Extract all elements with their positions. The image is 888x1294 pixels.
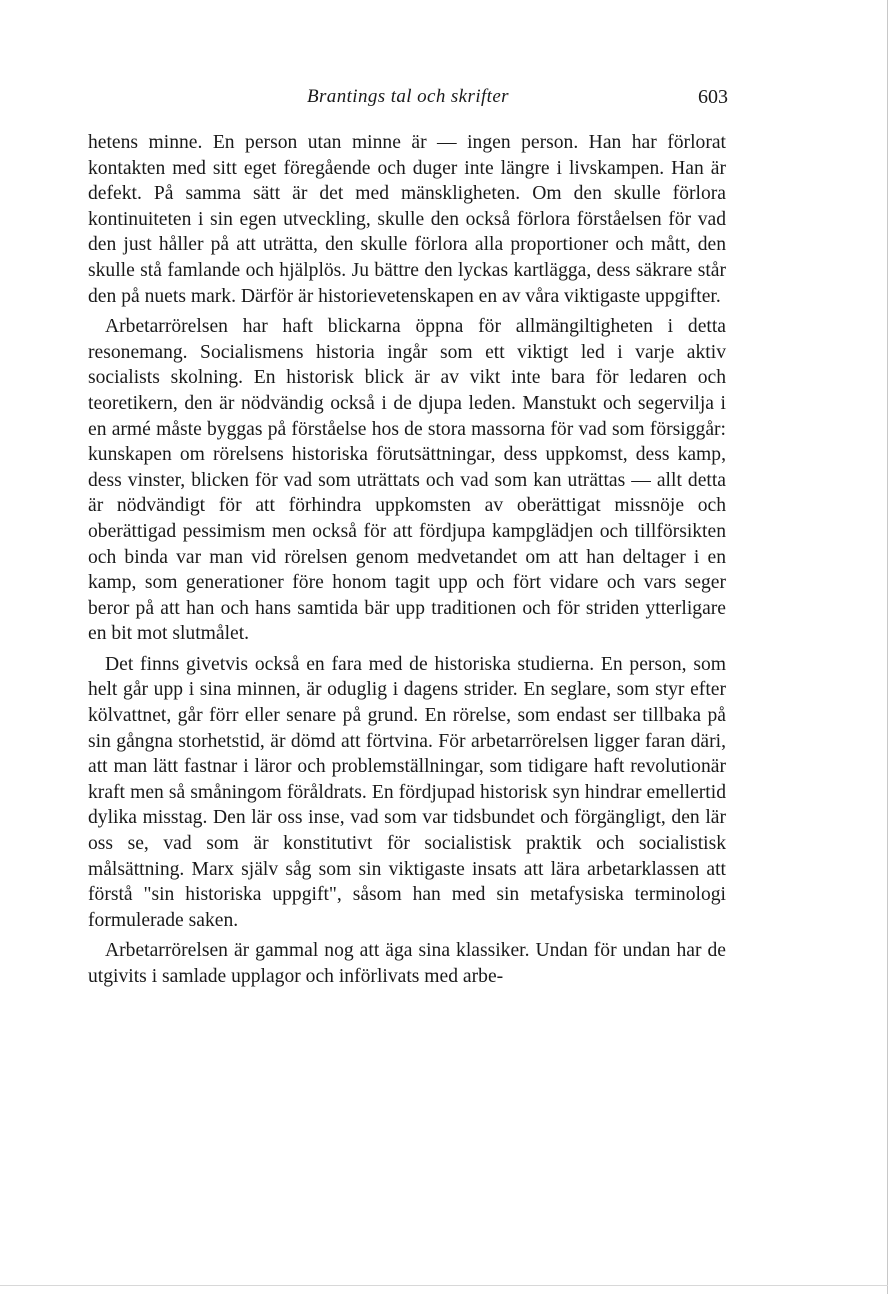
paragraph-3: Det finns givetvis också en fara med de historiska studierna. En person, som helt går upp i sina minnen, är oduglig i dagens strider. En seglare, som styr efter kölvattnet, går förr eller senare på grund. En rörelse, som endast ser tillbaka på sin gångna storhetstid, är dömd att förtvina. För arbetarrörelsen ligger faran däri, att man lätt fastnar i läror och problemställningar, som tidigare haft revolutionär kraft men så småningom föråldrats. En fördjupad historisk syn hindrar emellertid dylika misstag. Den lär oss inse, vad som var tidsbundet och förgängligt, den lär oss se, vad som är konstitutivt för socialistisk praktik och socialistisk målsättning. Marx själv såg som sin viktigaste insats att lära arbetarklassen att förstå "sin historiska uppgift", såsom han med sin metafysiska terminologi formulerade saken. [88,653,726,931]
running-head [88,86,728,112]
paragraph-4: Arbetarrörelsen är gammal nog att äga sina klassiker. Undan för undan har de utgivits i samlade upplagor och införlivats med arbe- [88,940,726,987]
paragraph-2: Arbetarrörelsen har haft blickarna öppna för allmängiltigheten i detta resonemang. Socialismens historia ingår som ett viktigt led i varje aktiv socialists skolning. En historisk blick är av vikt inte bara för ledaren och teoretikern, den är nödvändig också i de djupa leden. Manstukt och segervilja i en armé måste byggas på förståelse hos de stora massorna för vad som försiggår: kunskapen om rörelsens historiska förutsättningar, dess uppkomst, dess kamp, dess vinster, blicken för vad som uträttats och vad som kan uträttas — allt detta är nödvändigt för att förhindra uppkomsten av oberättigat missnöje och oberättigad pessimism men också för att fördjupa kampglädjen och tillförsikten och binda var man vid rörelsen genom medvetandet om att han deltager i en kamp, som generationer före honom tagit upp och fört vidare och vars seger beror på att han och hans samtida bär upp traditionen och för striden ytterligare en bit mot slutmålet. [88,316,726,645]
page-edge-bottom [0,1285,888,1286]
paragraph-1: hetens minne. En person utan minne är — ingen person. Han har förlorat kontakten med sitt eget föregående och duger inte längre i livskampen. Han är defekt. På samma sätt är det med mänskligheten. Om den skulle förlora kontinuiteten i sin egen utveckling, skulle den också förlora förståelsen för vad den just håller på att uträtta, den skulle förlora alla proportioner och mått, den skulle stå famlande och hjälplös. Ju bättre den lyckas kartlägga, dess säkrare står den på nuets mark. Därför är historievetenskapen en av våra viktigaste uppgifter. [88,132,726,307]
body-text [88,130,726,990]
running-title: Brantings tal och skrifter [307,86,509,107]
page-number: 603 [698,86,728,108]
